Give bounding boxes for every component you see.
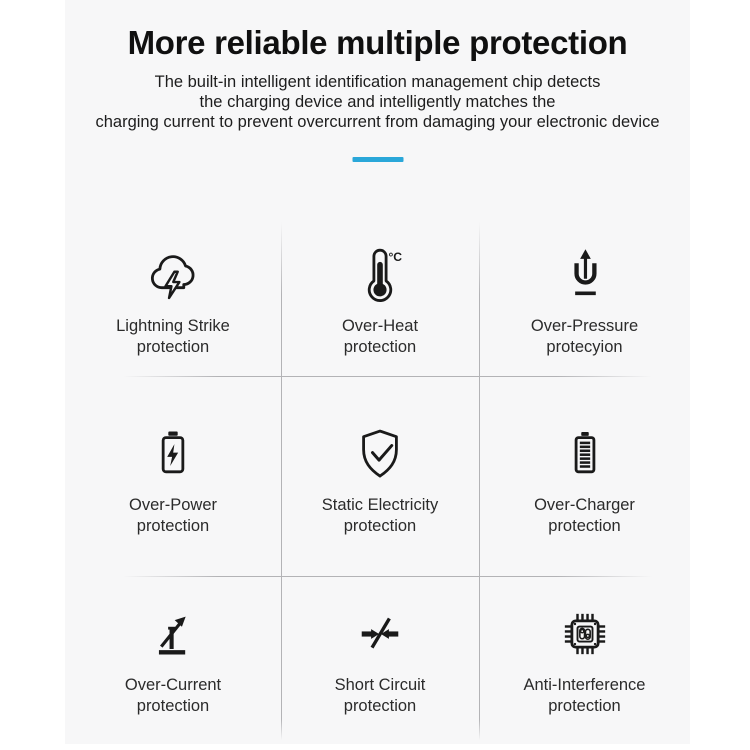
protection-cell-short-circuit (281, 576, 479, 744)
svg-text:°C: °C (388, 249, 403, 264)
accent-divider (352, 157, 403, 162)
protection-cell-over-charger (479, 384, 690, 576)
cell-label: Static Electricity protection (321, 495, 439, 535)
chip-icon (555, 604, 615, 664)
protection-cell-anti-interference (479, 576, 690, 744)
battery-charged-icon (555, 424, 615, 484)
short-circuit-icon (350, 604, 410, 664)
cell-label: Anti-Interference protection (523, 675, 646, 715)
subtitle (65, 72, 690, 132)
page-title: More reliable multiple protection (127, 24, 628, 61)
protection-cell-over-power (65, 384, 281, 576)
cell-label: Over-Pressure protecyion (530, 316, 639, 356)
protection-cell-over-heat (281, 226, 479, 376)
protection-cell-static-electricity (281, 384, 479, 576)
cell-label: Over-Charger protection (534, 495, 635, 535)
shield-check-icon (350, 424, 410, 484)
grid-row-1 (65, 212, 690, 376)
battery-bolt-icon (143, 424, 203, 484)
cell-label: Lightning Strike protection (116, 316, 230, 356)
pressure-arrow-icon (555, 245, 615, 305)
protection-cell-lightning-strike (65, 226, 281, 376)
cell-label: Over-Current protection (124, 675, 222, 715)
protection-cell-over-current (65, 576, 281, 744)
content-card (65, 0, 690, 744)
current-rise-icon (143, 604, 203, 664)
cell-label: Over-Power protection (128, 495, 218, 535)
cell-label: Short Circuit protection (334, 675, 426, 715)
grid-row-3 (65, 576, 690, 744)
subtitle-line: the charging device and intelligently matches the (199, 93, 556, 111)
subtitle-line: The built-in intelligent identification management chip detects (154, 73, 601, 91)
protection-cell-over-pressure (479, 226, 690, 376)
thermometer-icon (350, 245, 410, 305)
subtitle-line: charging current to prevent overcurrent from damaging your electronic device (95, 113, 660, 131)
cell-label: Over-Heat protection (341, 316, 419, 356)
header (65, 24, 690, 132)
grid-row-2 (65, 376, 690, 576)
cloud-lightning-icon (143, 245, 203, 305)
